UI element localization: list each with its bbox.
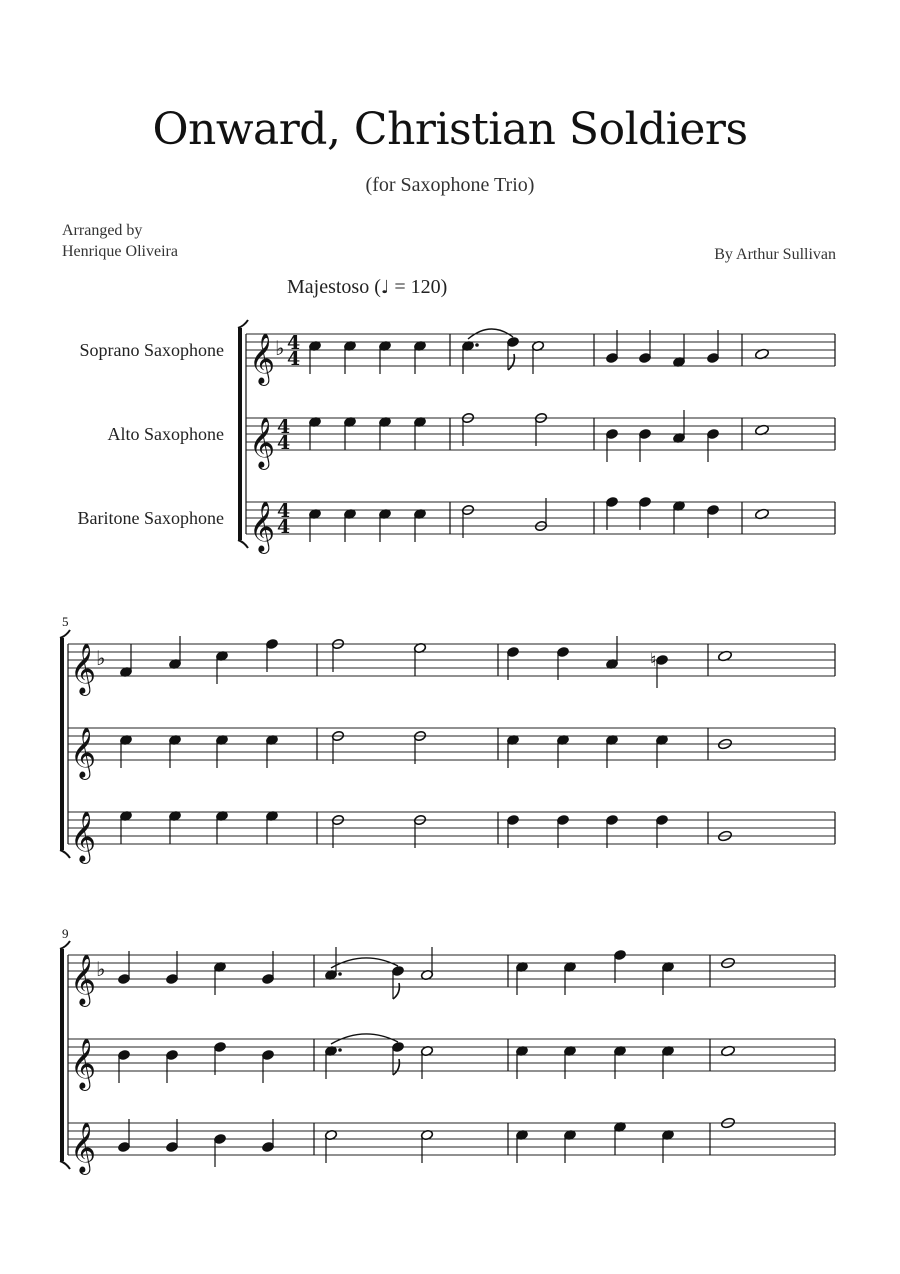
bracket-bottom-hook [238,540,248,548]
augmentation-dot [475,343,479,347]
natural-sign-icon: ♮ [650,650,657,671]
tempo-value: = 120) [389,276,448,298]
note-flag [393,1059,399,1075]
bracket-top-hook [60,941,70,949]
measure-number-system-3: 9 [62,926,69,941]
quarter-note-icon: ♩ [380,277,390,298]
note-flag [508,354,514,370]
treble-clef-icon: 𝄞 [249,501,276,552]
treble-clef-icon: 𝄞 [70,811,97,862]
treble-clef-icon: 𝄞 [249,417,276,468]
time-signature-top: 4 [287,332,301,354]
time-signature-bottom: 4 [287,348,301,370]
arranger-name: Henrique Oliveira [62,243,178,260]
augmentation-dot [338,1048,342,1052]
instrument-label-soprano: Soprano Saxophone [79,340,224,360]
time-signature-top: 4 [277,500,291,522]
instrument-label-baritone: Baritone Saxophone [77,508,224,528]
tempo-word: Majestoso ( [287,276,381,298]
arranger-label: Arranged by [62,222,143,239]
treble-clef-icon: 𝄞 [70,954,97,1005]
note-flag [393,983,399,999]
treble-clef-icon: 𝄞 [70,1038,97,1089]
bracket-top-hook [60,630,70,638]
flat-key-signature-icon: ♭ [275,336,285,360]
treble-clef-icon: 𝄞 [70,727,97,778]
treble-clef-icon: 𝄞 [249,333,276,384]
bracket-top-hook [238,320,248,328]
time-signature-bottom: 4 [277,516,291,538]
flat-key-signature-icon: ♭ [96,646,106,670]
bracket-bottom-hook [60,850,70,858]
page-subtitle: (for Saxophone Trio) [365,174,535,196]
treble-clef-icon: 𝄞 [70,1122,97,1173]
bracket-bottom-hook [60,1161,70,1169]
treble-clef-icon: 𝄞 [70,643,97,694]
augmentation-dot [338,972,342,976]
flat-key-signature-icon: ♭ [96,957,106,981]
instrument-label-alto: Alto Saxophone [107,424,224,444]
time-signature-bottom: 4 [277,432,291,454]
page-title: Onward, Christian Soldiers [152,104,748,155]
composer-credit: By Arthur Sullivan [714,246,836,263]
measure-number-system-2: 5 [62,614,69,629]
time-signature-top: 4 [277,416,291,438]
